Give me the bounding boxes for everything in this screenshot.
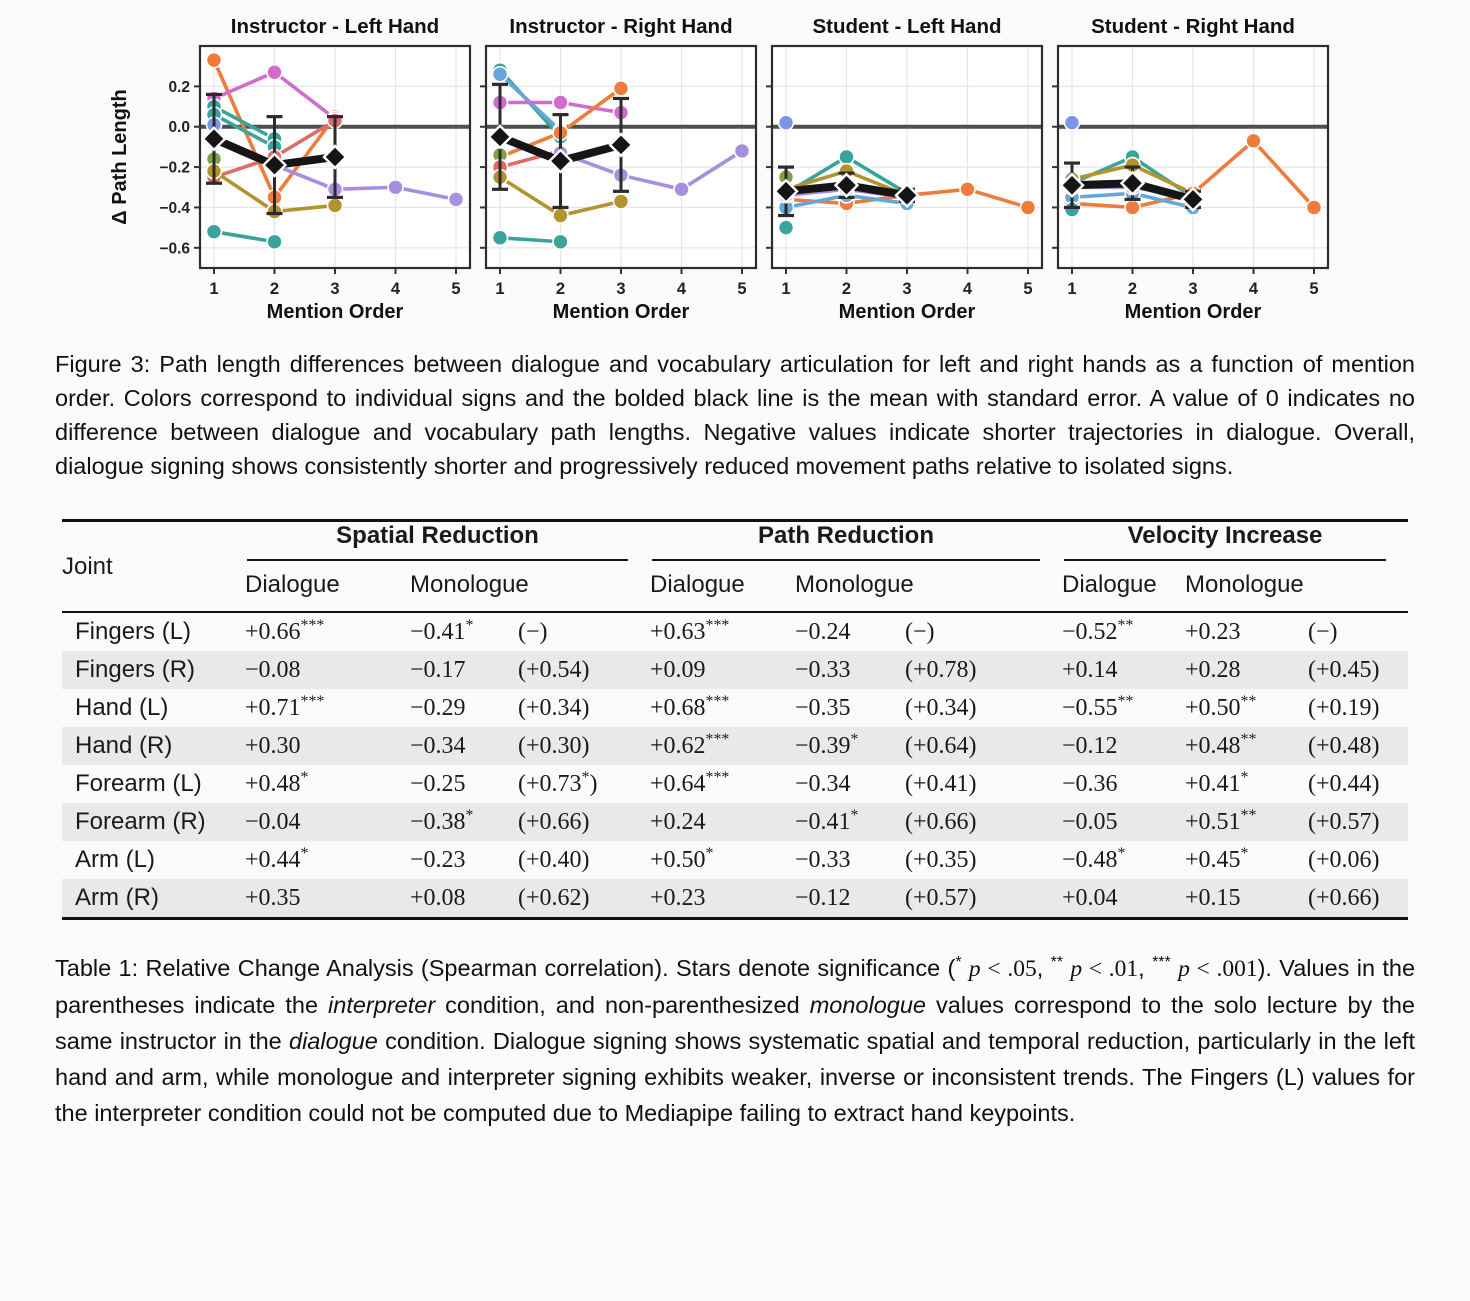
svg-text:1: 1 xyxy=(1067,280,1077,298)
joint-label: Hand (L) xyxy=(75,694,169,721)
table-cell: +0.66*** xyxy=(245,616,325,645)
table-cell: +0.09 xyxy=(650,656,706,683)
table-1 xyxy=(62,519,1408,920)
caption-segment: *** xyxy=(1152,954,1171,972)
table-cell: (+0.30) xyxy=(518,732,590,759)
paper-page xyxy=(0,16,1470,1301)
table-cell: (+0.66) xyxy=(905,808,977,835)
figure-3-caption: Figure 3: Path length differences between dialogue and vocabulary articulation for left and right hands as a function of mention order. Colors correspond to individual signs and the bolded black line is the mean with standard error. A value of 0 indicates no difference between dialogue and vocabulary path lengths. Negative values indicate shorter trajectories in dialogue. Overall, dialogue signing shows consistently shorter and progressively reduced movement paths relative to isolated signs. xyxy=(55,351,1415,479)
svg-text:4: 4 xyxy=(676,280,687,298)
table-cell: (+0.73*) xyxy=(518,768,598,797)
table-cell: −0.38* xyxy=(410,806,474,835)
table-cell: (+0.34) xyxy=(518,694,590,721)
table-cell: +0.24 xyxy=(650,808,706,835)
caption-segment xyxy=(962,955,969,981)
svg-text:1: 1 xyxy=(495,280,505,298)
caption-segment: < .01 xyxy=(1088,956,1139,982)
table-cell: −0.24 xyxy=(795,618,851,645)
subheader-dialogue: Dialogue xyxy=(1062,561,1185,612)
table-cell: +0.64*** xyxy=(650,768,730,797)
table-cell: (+0.35) xyxy=(905,846,977,873)
x-axis-label: Mention Order xyxy=(1124,301,1262,321)
table-cell: +0.23 xyxy=(650,884,706,911)
svg-text:4: 4 xyxy=(962,280,973,298)
svg-text:5: 5 xyxy=(1309,280,1319,298)
subheader-monologue: Monologue xyxy=(410,561,650,612)
svg-text:−0.6: −0.6 xyxy=(159,240,190,258)
table-cell: −0.12 xyxy=(795,884,851,911)
table-cell: +0.50* xyxy=(650,844,714,873)
table-row xyxy=(62,841,1408,879)
table-row xyxy=(62,803,1408,841)
table-cell: (+0.34) xyxy=(905,694,977,721)
table-cell: −0.23 xyxy=(410,846,466,873)
subheader-monologue: Monologue xyxy=(795,561,1062,612)
caption-segment: * xyxy=(955,954,962,972)
svg-text:3: 3 xyxy=(902,280,912,298)
caption-segment: < .001 xyxy=(1196,956,1258,982)
x-axis-label: Mention Order xyxy=(266,301,404,321)
table-cell: (+0.41) xyxy=(905,770,977,797)
subplot-title: Instructor - Right Hand xyxy=(509,16,733,38)
caption-segment: monologue xyxy=(809,992,926,1018)
svg-text:2: 2 xyxy=(1127,280,1138,298)
subplot-title: Student - Left Hand xyxy=(812,16,1002,38)
table-row xyxy=(62,765,1408,803)
table-row xyxy=(62,727,1408,765)
table-cell: +0.08 xyxy=(410,884,466,911)
caption-segment: , xyxy=(1138,955,1153,981)
table-cell: −0.36 xyxy=(1062,770,1118,797)
table-cell: −0.35 xyxy=(795,694,851,721)
table-cell: (+0.40) xyxy=(518,846,590,873)
caption-segment: values correspond to the solo lecture by the same instructor in the xyxy=(55,992,1415,1054)
table-cell: −0.39* xyxy=(795,730,859,759)
table-cell: +0.71*** xyxy=(245,692,325,721)
joint-label: Fingers (R) xyxy=(75,656,196,683)
table-cell: −0.41* xyxy=(410,616,474,645)
svg-text:1: 1 xyxy=(781,280,791,298)
svg-text:−0.4: −0.4 xyxy=(159,199,190,217)
table-cell: (+0.78) xyxy=(905,656,977,683)
subplot-title: Instructor - Left Hand xyxy=(230,16,440,38)
x-axis-label: Mention Order xyxy=(552,301,690,321)
caption-segment xyxy=(1171,955,1178,981)
caption-segment: dialogue xyxy=(289,1028,378,1054)
svg-text:5: 5 xyxy=(1023,280,1033,298)
table-cell: −0.12 xyxy=(1062,732,1118,759)
table-cell: +0.68*** xyxy=(650,692,730,721)
table-row xyxy=(62,612,1408,651)
table-cell: (+0.66) xyxy=(518,808,590,835)
caption-segment: Table 1: Relative Change Analysis (Spearman correlation). Stars denote significance ( xyxy=(55,955,956,981)
table-cell: −0.34 xyxy=(410,732,466,759)
caption-segment: ). Values in the parentheses indicate the xyxy=(55,955,1416,1018)
column-header-joint: Joint xyxy=(62,521,245,613)
subplot-instructor-left-hand xyxy=(100,16,478,321)
table-cell: −0.33 xyxy=(795,846,851,873)
y-axis-label: Δ Path Length xyxy=(109,89,131,225)
table-cell: −0.41* xyxy=(795,806,859,835)
table-cell: (+0.57) xyxy=(905,884,977,911)
table-cell: (+0.19) xyxy=(1308,694,1380,721)
table-cell: (−) xyxy=(1308,618,1338,645)
table-cell: −0.29 xyxy=(410,694,466,721)
table-cell: −0.33 xyxy=(795,656,851,683)
table-row xyxy=(62,651,1408,689)
table-cell: +0.48* xyxy=(245,768,309,797)
group-header-velocity-increase: Velocity Increase xyxy=(1062,521,1408,562)
caption-segment: p xyxy=(968,956,988,982)
table-cell: +0.50** xyxy=(1185,692,1257,721)
table-cell: (+0.64) xyxy=(905,732,977,759)
svg-text:2: 2 xyxy=(841,280,852,298)
caption-segment: , xyxy=(1036,955,1051,981)
svg-text:3: 3 xyxy=(330,280,340,298)
group-header-spatial-reduction: Spatial Reduction xyxy=(245,521,650,562)
joint-label: Fingers (L) xyxy=(75,618,192,645)
table-cell: (+0.54) xyxy=(518,656,590,683)
table-cell: −0.55** xyxy=(1062,692,1134,721)
svg-text:0.2: 0.2 xyxy=(168,78,190,96)
caption-segment: interpreter xyxy=(328,992,436,1018)
svg-text:5: 5 xyxy=(737,280,747,298)
group-header-path-reduction: Path Reduction xyxy=(650,521,1062,562)
joint-label: Hand (R) xyxy=(75,732,173,759)
x-axis-label: Mention Order xyxy=(838,301,976,321)
svg-text:2: 2 xyxy=(269,280,280,298)
table-row xyxy=(62,689,1408,727)
subheader-monologue: Monologue xyxy=(1185,561,1408,612)
table-cell: +0.44* xyxy=(245,844,309,873)
table-cell: +0.63*** xyxy=(650,616,730,645)
table-cell: +0.30 xyxy=(245,732,301,759)
subheader-dialogue: Dialogue xyxy=(245,561,410,612)
table-cell: +0.15 xyxy=(1185,884,1241,911)
joint-label: Arm (R) xyxy=(75,884,159,911)
caption-segment: p xyxy=(1070,956,1089,982)
caption-segment: ** xyxy=(1050,954,1064,972)
table-cell: +0.41* xyxy=(1185,768,1249,797)
table-cell: (+0.57) xyxy=(1308,808,1380,835)
table-cell: −0.05 xyxy=(1062,808,1118,835)
subplot-student-left-hand xyxy=(764,16,1050,321)
caption-segment: p xyxy=(1178,956,1197,982)
svg-text:1: 1 xyxy=(209,280,219,298)
caption-segment: condition. Dialogue signing shows systematic spatial and temporal reduction, particularly in the left hand and arm, while monologue and interpreter signing exhibits weaker, inverse or inconsistent trends. The Fingers (L) values for the interpreter condition could not be computed due to Mediapipe failing to extract hand keypoints. xyxy=(55,1028,1415,1126)
caption-segment: < .05 xyxy=(987,956,1037,982)
table-cell: −0.48* xyxy=(1062,844,1126,873)
svg-text:−0.2: −0.2 xyxy=(159,159,190,177)
table-1-caption xyxy=(55,950,1415,1131)
table-cell: (+0.44) xyxy=(1308,770,1380,797)
subplot-title: Student - Right Hand xyxy=(1091,16,1295,38)
table-cell: +0.14 xyxy=(1062,656,1118,683)
svg-text:0.0: 0.0 xyxy=(168,119,190,137)
table-cell: +0.35 xyxy=(245,884,301,911)
subplot-student-right-hand xyxy=(1050,16,1336,321)
joint-label: Forearm (R) xyxy=(75,808,206,835)
table-cell: +0.48** xyxy=(1185,730,1257,759)
table-cell: (+0.48) xyxy=(1308,732,1380,759)
subheader-dialogue: Dialogue xyxy=(650,561,795,612)
table-cell: (+0.45) xyxy=(1308,656,1380,683)
svg-text:3: 3 xyxy=(1188,280,1198,298)
table-cell: +0.45* xyxy=(1185,844,1249,873)
table-cell: +0.51** xyxy=(1185,806,1257,835)
table-cell: −0.52** xyxy=(1062,616,1134,645)
table-cell: −0.04 xyxy=(245,808,301,835)
table-row xyxy=(62,879,1408,919)
table-cell: +0.28 xyxy=(1185,656,1241,683)
table-cell: −0.25 xyxy=(410,770,466,797)
joint-label: Arm (L) xyxy=(75,846,155,873)
joint-label: Forearm (L) xyxy=(75,770,202,797)
table-cell: −0.08 xyxy=(245,656,301,683)
figure-3-plots xyxy=(100,16,1470,321)
svg-text:5: 5 xyxy=(451,280,461,298)
table-cell: −0.17 xyxy=(410,656,466,683)
table-cell: (−) xyxy=(905,618,935,645)
subplot-instructor-right-hand xyxy=(478,16,764,321)
table-cell: (+0.06) xyxy=(1308,846,1380,873)
table-cell: −0.34 xyxy=(795,770,851,797)
table-cell: (+0.66) xyxy=(1308,884,1380,911)
table-cell: +0.23 xyxy=(1185,618,1241,645)
svg-text:4: 4 xyxy=(1248,280,1259,298)
svg-text:4: 4 xyxy=(390,280,401,298)
table-cell: +0.04 xyxy=(1062,884,1118,911)
svg-text:2: 2 xyxy=(555,280,566,298)
caption-segment: condition, and non-parenthesized xyxy=(435,992,810,1018)
table-cell: +0.62*** xyxy=(650,730,730,759)
table-cell: (−) xyxy=(518,618,548,645)
svg-text:3: 3 xyxy=(616,280,626,298)
table-cell: (+0.62) xyxy=(518,884,590,911)
